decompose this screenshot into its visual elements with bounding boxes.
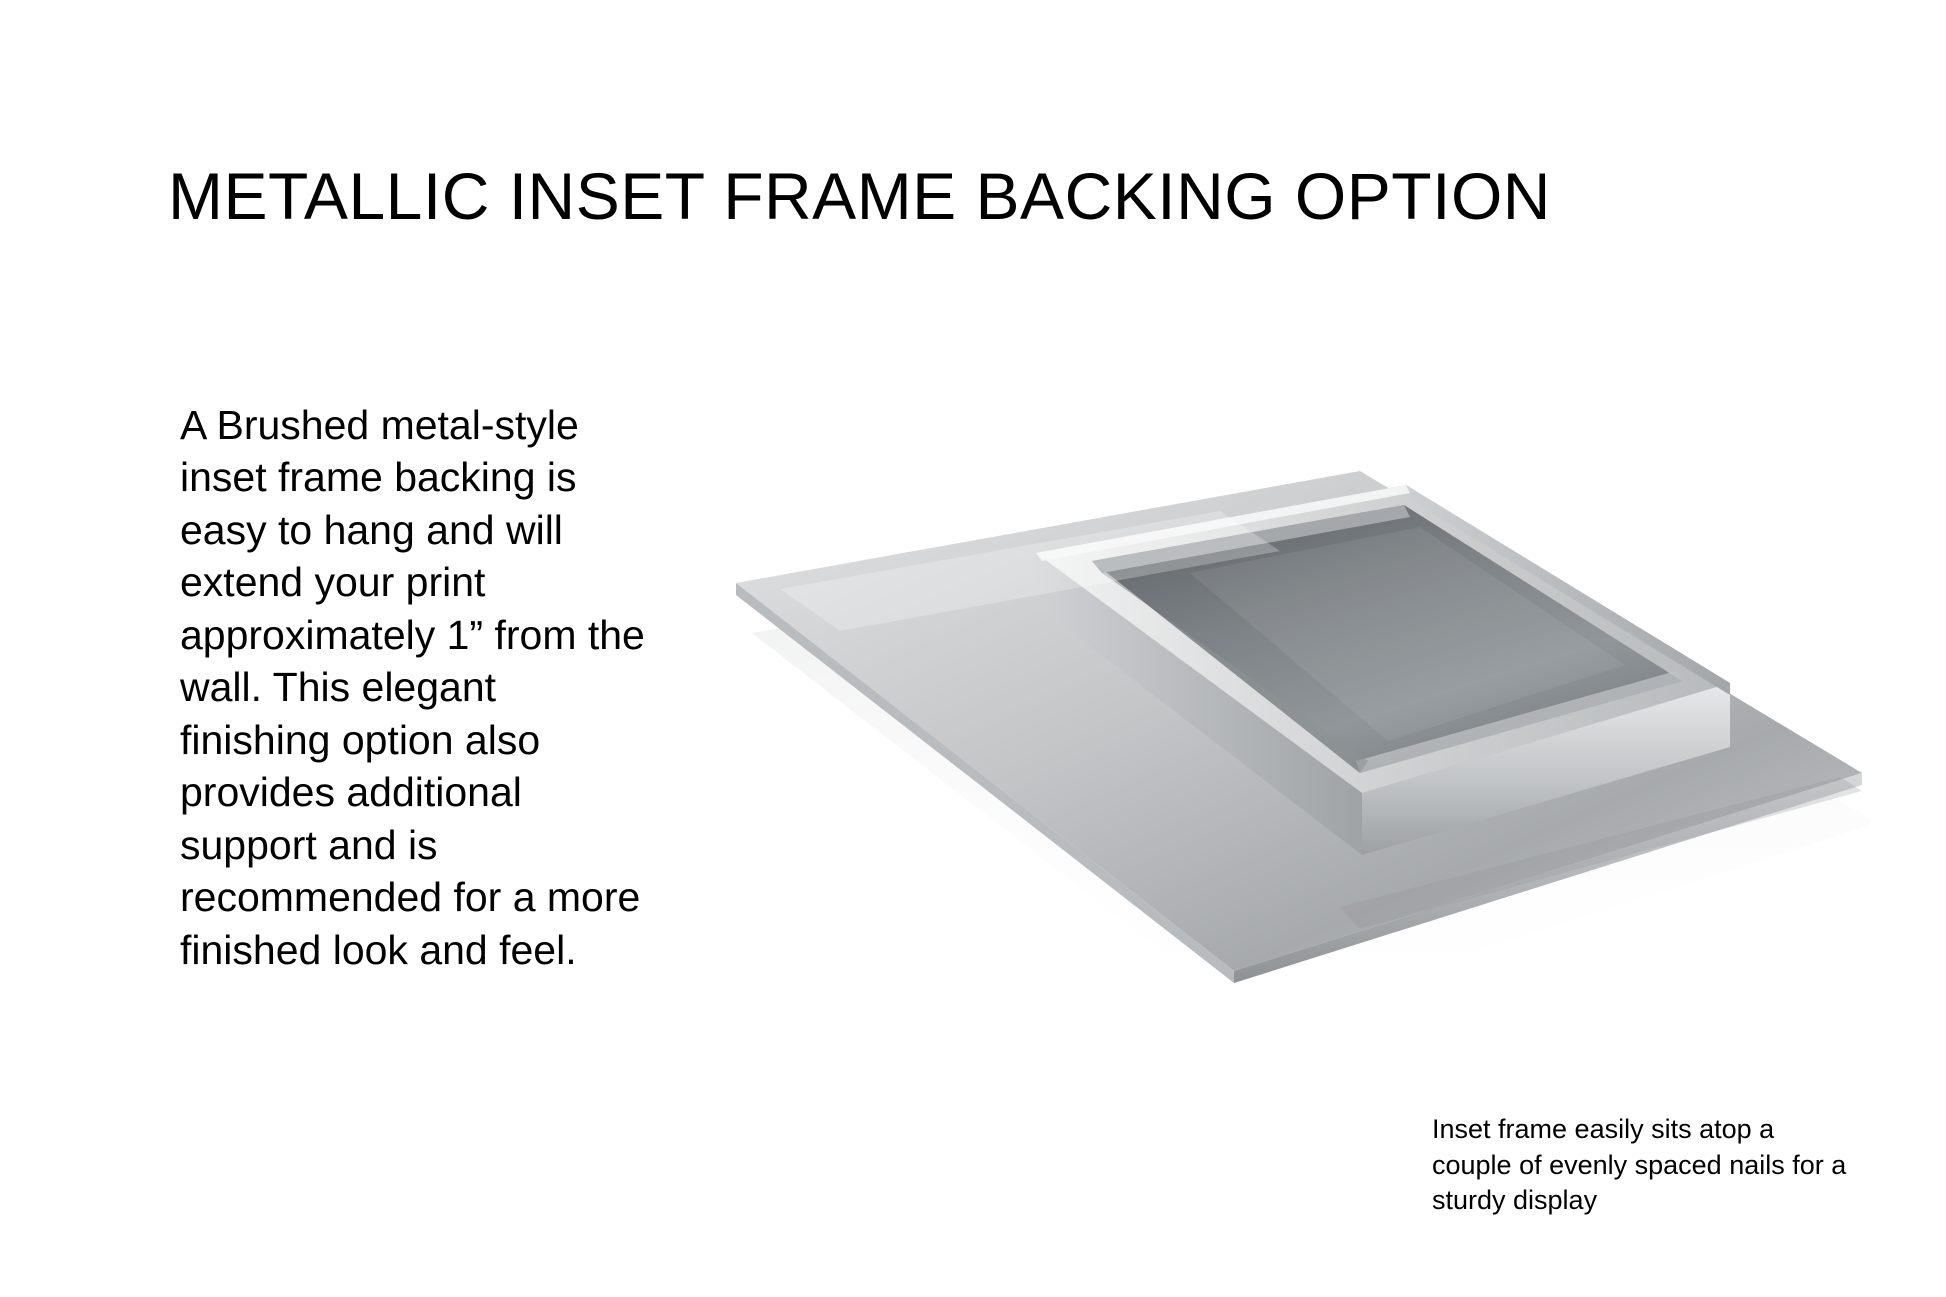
inset-frame-illustration-svg — [720, 455, 1870, 1075]
metallic-inset-frame-image — [720, 455, 1870, 1075]
page-title: METALLIC INSET FRAME BACKING OPTION — [168, 159, 1551, 234]
image-caption: Inset frame easily sits atop a couple of evenly spaced nails for a sturdy display — [1432, 1114, 1847, 1216]
body-paragraph: A Brushed metal-style inset frame backing is easy to hang and will extend your print approximately 1” from the wall. This elegant finishing option also provides additional support and is recommended for a more finished look and feel. — [180, 402, 645, 973]
